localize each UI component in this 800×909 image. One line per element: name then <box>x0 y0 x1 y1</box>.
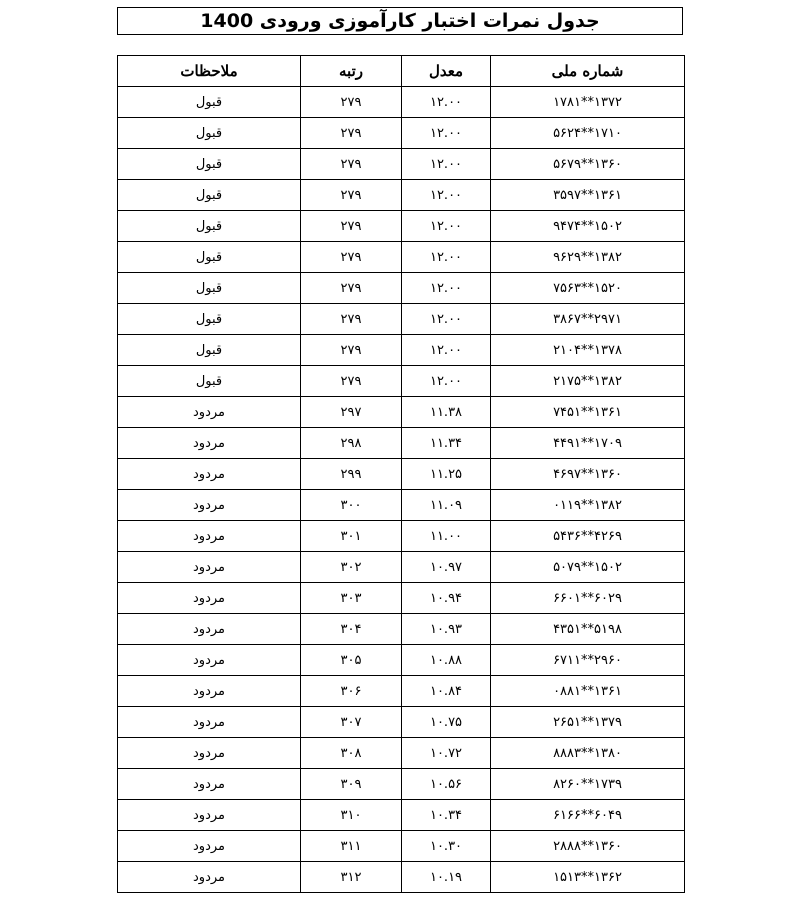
cell-national-id: ۱۳۸۰**۸۸۸۳ <box>491 738 685 769</box>
cell-rank: ۳۰۲ <box>301 552 402 583</box>
cell-national-id: ۲۹۷۱**۳۸۶۷ <box>491 304 685 335</box>
table-row <box>118 707 685 738</box>
cell-average: ۱۱.۳۴ <box>402 428 491 459</box>
page-title-text: جدول نمرات اختبار کارآموزی ورودی 1400 <box>200 10 600 32</box>
table-row <box>118 645 685 676</box>
cell-rank: ۲۹۷ <box>301 397 402 428</box>
cell-notes: قبول <box>118 87 301 118</box>
cell-national-id: ۱۷۳۹**۸۲۶۰ <box>491 769 685 800</box>
cell-notes: قبول <box>118 118 301 149</box>
cell-notes: قبول <box>118 304 301 335</box>
cell-rank: ۳۱۲ <box>301 862 402 893</box>
cell-average: ۱۰.۹۳ <box>402 614 491 645</box>
cell-rank: ۲۷۹ <box>301 149 402 180</box>
cell-national-id: ۱۳۶۱**۷۴۵۱ <box>491 397 685 428</box>
cell-national-id: ۲۹۶۰**۶۷۱۱ <box>491 645 685 676</box>
cell-national-id: ۱۵۲۰**۷۵۶۳ <box>491 273 685 304</box>
table-row <box>118 552 685 583</box>
cell-notes: مردود <box>118 490 301 521</box>
cell-average: ۱۰.۸۴ <box>402 676 491 707</box>
cell-national-id: ۶۰۲۹**۶۶۰۱ <box>491 583 685 614</box>
cell-average: ۱۱.۰۹ <box>402 490 491 521</box>
cell-notes: مردود <box>118 831 301 862</box>
cell-average: ۱۲.۰۰ <box>402 335 491 366</box>
cell-notes: مردود <box>118 552 301 583</box>
cell-average: ۱۰.۳۰ <box>402 831 491 862</box>
cell-rank: ۲۷۹ <box>301 242 402 273</box>
table-row <box>118 366 685 397</box>
cell-notes: قبول <box>118 273 301 304</box>
column-header-notes: ملاحظات <box>118 56 301 87</box>
cell-rank: ۳۰۰ <box>301 490 402 521</box>
cell-rank: ۲۷۹ <box>301 211 402 242</box>
cell-notes: مردود <box>118 614 301 645</box>
table-row <box>118 521 685 552</box>
cell-rank: ۲۹۸ <box>301 428 402 459</box>
cell-notes: قبول <box>118 242 301 273</box>
cell-notes: قبول <box>118 149 301 180</box>
cell-national-id: ۱۳۶۰**۲۸۸۸ <box>491 831 685 862</box>
cell-average: ۱۲.۰۰ <box>402 304 491 335</box>
cell-rank: ۲۷۹ <box>301 87 402 118</box>
table-body <box>118 87 685 893</box>
cell-notes: قبول <box>118 335 301 366</box>
cell-notes: مردود <box>118 707 301 738</box>
cell-national-id: ۱۳۶۲**۱۵۱۳ <box>491 862 685 893</box>
cell-rank: ۳۰۹ <box>301 769 402 800</box>
table-row <box>118 211 685 242</box>
cell-average: ۱۰.۸۸ <box>402 645 491 676</box>
cell-national-id: ۱۵۰۲**۵۰۷۹ <box>491 552 685 583</box>
cell-notes: قبول <box>118 211 301 242</box>
table-row <box>118 862 685 893</box>
table-row <box>118 614 685 645</box>
table-row <box>118 242 685 273</box>
table-row <box>118 738 685 769</box>
cell-notes: مردود <box>118 521 301 552</box>
table-row <box>118 428 685 459</box>
cell-national-id: ۱۳۶۱**۰۸۸۱ <box>491 676 685 707</box>
cell-notes: مردود <box>118 862 301 893</box>
cell-notes: مردود <box>118 800 301 831</box>
cell-rank: ۳۰۴ <box>301 614 402 645</box>
cell-notes: مردود <box>118 397 301 428</box>
cell-rank: ۳۰۱ <box>301 521 402 552</box>
table-row <box>118 583 685 614</box>
table-row <box>118 831 685 862</box>
cell-rank: ۳۰۳ <box>301 583 402 614</box>
cell-national-id: ۵۱۹۸**۴۳۵۱ <box>491 614 685 645</box>
table-row <box>118 180 685 211</box>
cell-rank: ۲۹۹ <box>301 459 402 490</box>
cell-average: ۱۰.۱۹ <box>402 862 491 893</box>
cell-rank: ۳۱۱ <box>301 831 402 862</box>
cell-average: ۱۰.۹۴ <box>402 583 491 614</box>
cell-rank: ۳۱۰ <box>301 800 402 831</box>
table-row <box>118 459 685 490</box>
cell-national-id: ۱۳۶۰**۴۶۹۷ <box>491 459 685 490</box>
cell-average: ۱۱.۳۸ <box>402 397 491 428</box>
table-header-row <box>118 56 685 87</box>
cell-national-id: ۱۳۷۸**۲۱۰۴ <box>491 335 685 366</box>
cell-average: ۱۲.۰۰ <box>402 242 491 273</box>
cell-national-id: ۱۳۷۲**۱۷۸۱ <box>491 87 685 118</box>
cell-rank: ۳۰۸ <box>301 738 402 769</box>
cell-average: ۱۲.۰۰ <box>402 87 491 118</box>
cell-rank: ۲۷۹ <box>301 180 402 211</box>
cell-average: ۱۰.۷۲ <box>402 738 491 769</box>
cell-rank: ۲۷۹ <box>301 118 402 149</box>
cell-notes: قبول <box>118 366 301 397</box>
cell-national-id: ۶۰۴۹**۶۱۶۶ <box>491 800 685 831</box>
grades-table <box>117 55 685 893</box>
table-row <box>118 397 685 428</box>
cell-national-id: ۱۳۶۰**۵۶۷۹ <box>491 149 685 180</box>
cell-national-id: ۱۳۶۱**۳۵۹۷ <box>491 180 685 211</box>
cell-national-id: ۱۳۷۹**۲۶۵۱ <box>491 707 685 738</box>
cell-average: ۱۱.۲۵ <box>402 459 491 490</box>
column-header-national-id: شماره ملی <box>491 56 685 87</box>
cell-rank: ۳۰۵ <box>301 645 402 676</box>
cell-notes: مردود <box>118 676 301 707</box>
cell-notes: مردود <box>118 738 301 769</box>
cell-rank: ۲۷۹ <box>301 304 402 335</box>
cell-average: ۱۲.۰۰ <box>402 366 491 397</box>
column-header-rank: رتبه <box>301 56 402 87</box>
cell-average: ۱۰.۹۷ <box>402 552 491 583</box>
table-row <box>118 676 685 707</box>
page-title <box>117 7 683 35</box>
cell-notes: مردود <box>118 459 301 490</box>
table-row <box>118 149 685 180</box>
table-row <box>118 87 685 118</box>
cell-rank: ۲۷۹ <box>301 273 402 304</box>
column-header-average: معدل <box>402 56 491 87</box>
table-row <box>118 335 685 366</box>
cell-notes: قبول <box>118 180 301 211</box>
cell-average: ۱۲.۰۰ <box>402 180 491 211</box>
cell-average: ۱۱.۰۰ <box>402 521 491 552</box>
cell-average: ۱۲.۰۰ <box>402 149 491 180</box>
cell-national-id: ۴۲۶۹**۵۴۳۶ <box>491 521 685 552</box>
cell-notes: مردود <box>118 428 301 459</box>
cell-average: ۱۰.۳۴ <box>402 800 491 831</box>
cell-national-id: ۱۳۸۲**۹۶۲۹ <box>491 242 685 273</box>
cell-rank: ۲۷۹ <box>301 335 402 366</box>
cell-notes: مردود <box>118 769 301 800</box>
table-row <box>118 118 685 149</box>
table-row <box>118 273 685 304</box>
table-row <box>118 490 685 521</box>
cell-notes: مردود <box>118 645 301 676</box>
table-row <box>118 800 685 831</box>
cell-national-id: ۱۳۸۲**۰۱۱۹ <box>491 490 685 521</box>
table-row <box>118 769 685 800</box>
cell-national-id: ۱۷۱۰**۵۶۲۴ <box>491 118 685 149</box>
table-row <box>118 304 685 335</box>
cell-rank: ۳۰۷ <box>301 707 402 738</box>
cell-average: ۱۲.۰۰ <box>402 118 491 149</box>
cell-rank: ۲۷۹ <box>301 366 402 397</box>
cell-national-id: ۱۳۸۲**۲۱۷۵ <box>491 366 685 397</box>
cell-notes: مردود <box>118 583 301 614</box>
cell-average: ۱۲.۰۰ <box>402 273 491 304</box>
cell-average: ۱۲.۰۰ <box>402 211 491 242</box>
cell-average: ۱۰.۵۶ <box>402 769 491 800</box>
cell-national-id: ۱۷۰۹**۴۴۹۱ <box>491 428 685 459</box>
cell-average: ۱۰.۷۵ <box>402 707 491 738</box>
cell-rank: ۳۰۶ <box>301 676 402 707</box>
cell-national-id: ۱۵۰۲**۹۴۷۴ <box>491 211 685 242</box>
